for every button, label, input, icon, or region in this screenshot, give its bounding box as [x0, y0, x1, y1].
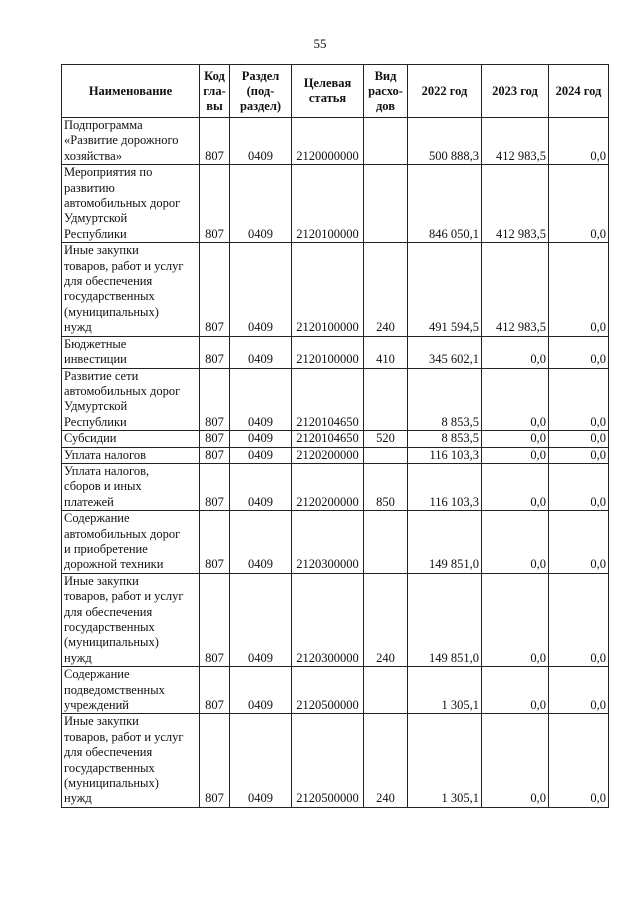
row-2023: 0,0: [482, 667, 549, 714]
row-2022: 1 305,1: [408, 667, 482, 714]
row-code: 807: [200, 431, 230, 447]
row-2023: 0,0: [482, 431, 549, 447]
row-name-line: и приобретение: [64, 541, 148, 556]
row-2022: 846 050,1: [408, 165, 482, 243]
row-name-line: учреждений: [64, 698, 129, 713]
row-name: [62, 243, 200, 336]
row-target: 2120100000: [292, 336, 364, 368]
row-name: [62, 165, 200, 243]
page-number: 55: [313, 36, 327, 51]
table-row: [62, 463, 609, 510]
row-target: 2120200000: [292, 447, 364, 463]
row-2022: 8 853,5: [408, 368, 482, 431]
row-name-line: государственных: [64, 620, 155, 634]
row-2024: 0,0: [549, 463, 609, 510]
table-header-row: [62, 65, 609, 118]
table-row: [62, 243, 609, 336]
row-target: 2120000000: [292, 118, 364, 165]
row-section: 0409: [230, 447, 292, 463]
table-row: [62, 573, 609, 666]
row-2023: 0,0: [482, 447, 549, 463]
row-code: 807: [200, 463, 230, 510]
row-code: 807: [200, 118, 230, 165]
row-name-line: Субсидии: [64, 431, 117, 446]
table-row: [62, 165, 609, 243]
row-kind: [364, 118, 408, 165]
header-kind: Вид расхо- дов: [364, 65, 408, 118]
row-kind: 240: [364, 714, 408, 807]
row-2024: 0,0: [549, 368, 609, 431]
row-code: 807: [200, 511, 230, 574]
row-2023: 412 983,5: [482, 165, 549, 243]
row-name-line: автомобильных дорог: [64, 526, 181, 541]
row-target: 2120104650: [292, 431, 364, 447]
row-name-line: Бюджетные: [64, 336, 127, 351]
row-name: [62, 463, 200, 510]
row-2024: 0,0: [549, 243, 609, 336]
row-section: 0409: [230, 165, 292, 243]
row-section: 0409: [230, 118, 292, 165]
row-name-line: сборов и иных: [64, 479, 142, 494]
row-name-line: автомобильных дорог: [64, 383, 181, 398]
row-kind: [364, 667, 408, 714]
header-2022: 2022 год: [408, 65, 482, 118]
row-2024: 0,0: [549, 447, 609, 463]
row-name-line: Развитие сети: [64, 368, 139, 383]
row-section: 0409: [230, 368, 292, 431]
row-section: 0409: [230, 714, 292, 807]
row-name-line: (муниципальных): [64, 635, 159, 650]
table-row: [62, 447, 609, 463]
row-2023: 0,0: [482, 714, 549, 807]
row-2024: 0,0: [549, 667, 609, 714]
row-kind: 850: [364, 463, 408, 510]
row-name-line: товаров, работ и услуг: [64, 729, 184, 744]
row-2023: 412 983,5: [482, 118, 549, 165]
row-name-line: платежей: [64, 494, 114, 509]
row-2022: 500 888,3: [408, 118, 482, 165]
row-2022: 345 602,1: [408, 336, 482, 368]
row-2024: 0,0: [549, 431, 609, 447]
table-row: [62, 667, 609, 714]
row-name-line: Уплата налогов,: [64, 463, 150, 478]
row-name-line: Республики: [64, 226, 127, 241]
row-section: 0409: [230, 573, 292, 666]
row-kind: [364, 511, 408, 574]
row-2022: 149 851,0: [408, 511, 482, 574]
row-section: 0409: [230, 336, 292, 368]
row-kind: [364, 368, 408, 431]
row-name: [62, 118, 200, 165]
row-2023: 0,0: [482, 368, 549, 431]
row-name: [62, 447, 200, 463]
row-name-line: Иные закупки: [64, 714, 139, 729]
row-2022: 491 594,5: [408, 243, 482, 336]
row-name-line: Удмуртской: [64, 399, 128, 414]
row-name-line: для обеспечения: [64, 745, 153, 760]
header-target: Целевая статья: [292, 65, 364, 118]
row-2023: 0,0: [482, 573, 549, 666]
row-name-line: товаров, работ и услуг: [64, 589, 184, 604]
row-target: 2120100000: [292, 243, 364, 336]
row-kind: [364, 447, 408, 463]
row-2022: 8 853,5: [408, 431, 482, 447]
table-row: [62, 336, 609, 368]
table-row: [62, 431, 609, 447]
row-2024: 0,0: [549, 336, 609, 368]
row-2022: 149 851,0: [408, 573, 482, 666]
row-section: 0409: [230, 431, 292, 447]
row-2023: 412 983,5: [482, 243, 549, 336]
row-name-line: для обеспечения: [64, 604, 153, 619]
row-name: [62, 368, 200, 431]
row-target: 2120104650: [292, 368, 364, 431]
row-2024: 0,0: [549, 714, 609, 807]
row-name-line: Подпрограмма: [64, 118, 143, 132]
row-2024: 0,0: [549, 165, 609, 243]
row-code: 807: [200, 368, 230, 431]
row-section: 0409: [230, 243, 292, 336]
table-row: [62, 368, 609, 431]
header-name: Наименование: [62, 65, 200, 118]
row-code: 807: [200, 573, 230, 666]
row-name-line: Уплата налогов: [64, 447, 146, 462]
row-name-line: товаров, работ и услуг: [64, 258, 184, 273]
row-target: 2120100000: [292, 165, 364, 243]
row-name: [62, 336, 200, 368]
row-target: 2120300000: [292, 511, 364, 574]
table-row: [62, 118, 609, 165]
row-name-line: «Развитие дорожного: [64, 133, 179, 148]
row-section: 0409: [230, 463, 292, 510]
row-kind: 520: [364, 431, 408, 447]
row-name-line: нужд: [64, 650, 92, 665]
row-2024: 0,0: [549, 511, 609, 574]
row-2023: 0,0: [482, 336, 549, 368]
row-kind: 240: [364, 573, 408, 666]
row-2024: 0,0: [549, 573, 609, 666]
row-2023: 0,0: [482, 463, 549, 510]
row-name-line: хозяйства»: [64, 148, 122, 163]
row-name: [62, 431, 200, 447]
row-2023: 0,0: [482, 511, 549, 574]
row-name-line: подведомственных: [64, 682, 165, 697]
row-code: 807: [200, 336, 230, 368]
row-kind: 240: [364, 243, 408, 336]
row-name-line: нужд: [64, 320, 92, 335]
row-kind: 410: [364, 336, 408, 368]
row-name: [62, 714, 200, 807]
header-section: Раздел (под- раздел): [230, 65, 292, 118]
row-2022: 116 103,3: [408, 447, 482, 463]
row-name-line: дорожной техники: [64, 557, 164, 572]
row-name-line: (муниципальных): [64, 304, 159, 319]
row-kind: [364, 165, 408, 243]
header-2024: 2024 год: [549, 65, 609, 118]
row-code: 807: [200, 447, 230, 463]
row-target: 2120200000: [292, 463, 364, 510]
row-2024: 0,0: [549, 118, 609, 165]
row-name-line: автомобильных дорог: [64, 196, 181, 211]
table-row: [62, 714, 609, 807]
row-code: 807: [200, 243, 230, 336]
header-2023: 2023 год: [482, 65, 549, 118]
row-name: [62, 511, 200, 574]
row-name-line: Иные закупки: [64, 573, 139, 588]
row-name-line: нужд: [64, 791, 92, 806]
row-code: 807: [200, 714, 230, 807]
row-name: [62, 573, 200, 666]
row-name: [62, 667, 200, 714]
row-name-line: государственных: [64, 289, 155, 304]
budget-table: [61, 64, 609, 808]
table-row: [62, 511, 609, 574]
row-code: 807: [200, 165, 230, 243]
row-name-line: инвестиции: [64, 352, 127, 367]
row-name-line: государственных: [64, 760, 155, 775]
row-name-line: Содержание: [64, 511, 130, 526]
row-2022: 1 305,1: [408, 714, 482, 807]
row-target: 2120500000: [292, 667, 364, 714]
header-code: Код гла- вы: [200, 65, 230, 118]
row-target: 2120500000: [292, 714, 364, 807]
row-name-line: Содержание: [64, 667, 130, 682]
row-name-line: Республики: [64, 414, 127, 429]
row-target: 2120300000: [292, 573, 364, 666]
row-name-line: для обеспечения: [64, 274, 153, 289]
row-2022: 116 103,3: [408, 463, 482, 510]
row-section: 0409: [230, 667, 292, 714]
row-name-line: развитию: [64, 180, 115, 195]
row-code: 807: [200, 667, 230, 714]
row-name-line: Иные закупки: [64, 243, 139, 258]
row-name-line: Мероприятия по: [64, 165, 153, 180]
row-section: 0409: [230, 511, 292, 574]
row-name-line: (муниципальных): [64, 776, 159, 791]
row-name-line: Удмуртской: [64, 211, 128, 226]
